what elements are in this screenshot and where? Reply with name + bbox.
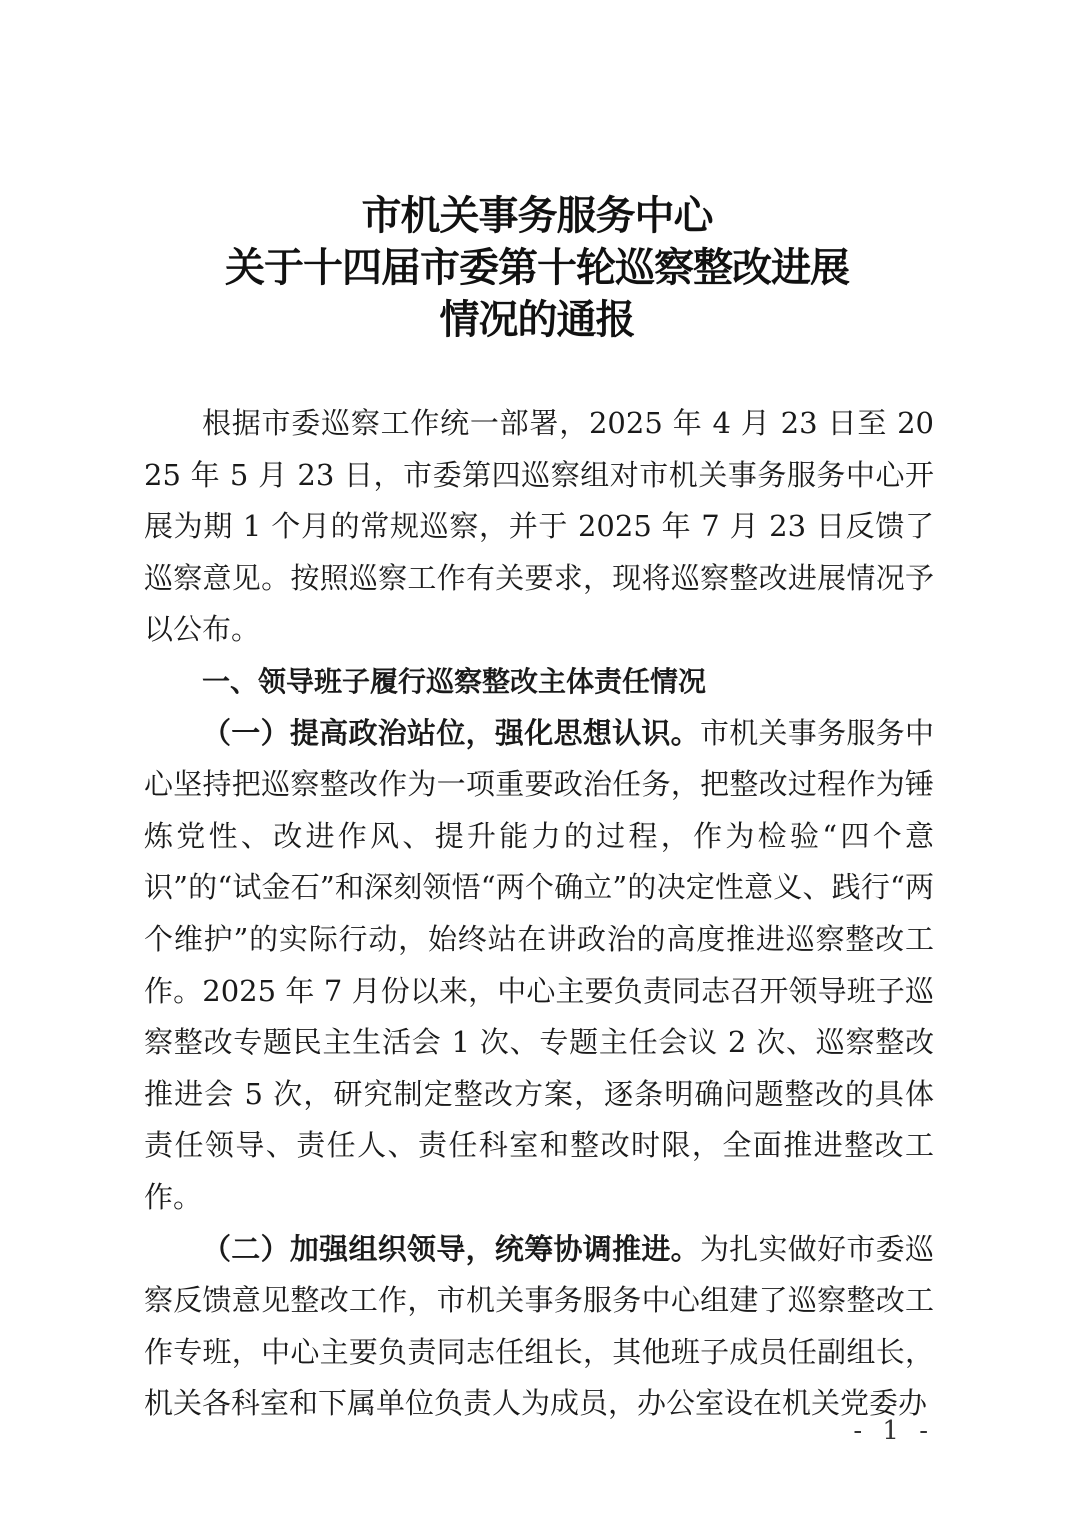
- subsection-1-lead: （一）提高政治站位，强化思想认识。: [202, 715, 700, 750]
- subsection-2-lead: （二）加强组织领导，统筹协调推进。: [202, 1231, 700, 1266]
- document-title: [0, 190, 1074, 346]
- subsection-1-paragraph: [144, 708, 934, 1224]
- title-line-2: 关于十四届市委第十轮巡察整改进展: [225, 244, 849, 291]
- intro-paragraph: 根据市委巡察工作统一部署，2025 年 4 月 23 日至 2025 年 5 月 23 日，市委第四巡察组对市机关事务服务中心开展为期 1 个月的常规巡察，并于 2025 年 7 月 23 日反馈了巡察意见。按照巡察工作有关要求，现将巡察整改进展情况予以公布。: [144, 406, 934, 647]
- page-number: - 1 -: [853, 1416, 934, 1446]
- title-line-3: 情况的通报: [439, 296, 635, 343]
- subsection-2-body: 为扎实做好市委巡察反馈意见整改工作，市机关事务服务中心组建了巡察整改工作专班，中心主要负责同志任组长，其他班子成员任副组长，机关各科室和下属单位负责人为成员，办公室设在机关党委办: [144, 1231, 934, 1421]
- title-line-1: 市机关事务服务中心: [361, 192, 713, 239]
- subsection-1-body: 市机关事务服务中心坚持把巡察整改作为一项重要政治任务，把整改过程作为锤炼党性、改进作风、提升能力的过程，作为检验“四个意识”的“试金石”和深刻领悟“两个确立”的决定性意义、践行“两个维护”的实际行动，始终站在讲政治的高度推进巡察整改工作。2025 年 7 月份以来，中心主要负责同志召开领导班子巡察整改专题民主生活会 1 次、专题主任会议 2 次、巡察整改推进会 5 次，研究制定整改方案，逐条明确问题整改的具体责任领导、责任人、责任科室和整改时限，全面推进整改工作。: [144, 715, 934, 1214]
- document-body: [144, 398, 934, 1430]
- subsection-2-paragraph: [144, 1224, 934, 1430]
- section-heading-1: 一、领导班子履行巡察整改主体责任情况: [202, 664, 707, 698]
